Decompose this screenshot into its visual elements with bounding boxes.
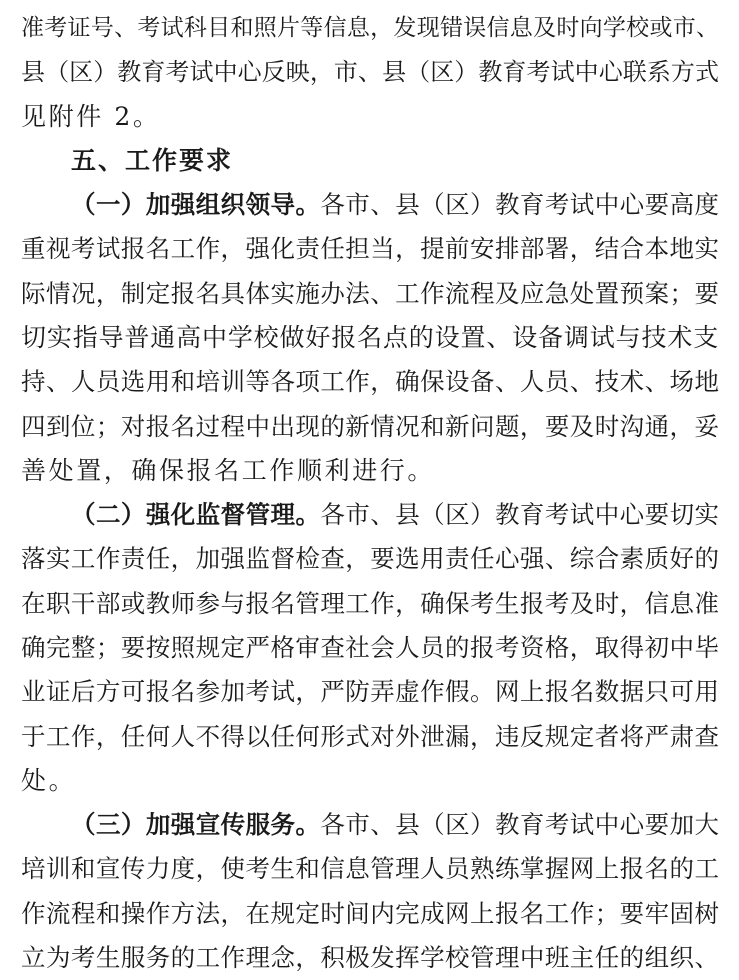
text-line-7 (21, 272, 719, 316)
line-text: 在职干部或教师参与报名管理工作，确保考生报考及时，信息准 (21, 589, 719, 618)
paragraph-1-lead: （一）加强组织领导。 (71, 190, 321, 219)
text-line-8 (21, 316, 719, 360)
line-text: 于工作，任何人不得以任何形式对外泄漏，违反规定者将严肃查 (21, 722, 719, 751)
text-line-1 (21, 6, 719, 50)
line-text: 见附件 2。 (21, 102, 161, 131)
section-heading-text: 五、工作要求 (71, 146, 234, 175)
text-line-21 (21, 892, 719, 936)
line-text: 善处置，确保报名工作顺利进行。 (21, 456, 436, 485)
line-text: 各市、县（区）教育考试中心要加大 (320, 810, 720, 839)
text-line-18 (21, 759, 719, 803)
line-text: 各市、县（区）教育考试中心要切实 (320, 500, 720, 529)
text-line-9 (21, 360, 719, 404)
text-line-22 (21, 936, 719, 980)
paragraph-3-lead-line (71, 803, 719, 847)
text-line-3 (21, 95, 719, 139)
line-text: 切实指导普通高中学校做好报名点的设置、设备调试与技术支 (21, 323, 719, 352)
line-text: 业证后方可报名参加考试，严防弄虚作假。网上报名数据只可用 (21, 677, 719, 706)
paragraph-1-lead-line (71, 183, 719, 227)
line-text: 培训和宣传力度，使考生和信息管理人员熟练掌握网上报名的工 (21, 854, 719, 883)
paragraph-2-lead: （二）强化监督管理。 (71, 500, 321, 529)
text-line-11 (21, 449, 719, 493)
line-text: 持、人员选用和培训等各项工作，确保设备、人员、技术、场地 (21, 367, 719, 396)
line-text: 重视考试报名工作，强化责任担当，提前安排部署，结合本地实 (21, 234, 719, 263)
text-line-13 (21, 537, 719, 581)
line-text: 处。 (21, 766, 77, 795)
text-line-16 (21, 670, 719, 714)
line-text: 作流程和操作方法，在规定时间内完成网上报名工作；要牢固树 (21, 899, 719, 928)
line-text: 确完整；要按照规定严格审查社会人员的报考资格，取得初中毕 (21, 633, 719, 662)
text-line-20 (21, 847, 719, 891)
line-text: 准考证号、考试科目和照片等信息，发现错误信息及时向学校或市、 (21, 15, 719, 41)
text-line-17 (21, 715, 719, 759)
text-line-15 (21, 626, 719, 670)
line-text: 四到位；对报名过程中出现的新情况和新问题，要及时沟通，妥 (21, 412, 719, 441)
line-text: 县（区）教育考试中心反映，市、县（区）教育考试中心联系方式 (21, 58, 719, 86)
line-text: 立为考生服务的工作理念，积极发挥学校管理中班主任的组织、 (21, 943, 719, 972)
line-text: 各市、县（区）教育考试中心要高度 (320, 190, 720, 219)
text-line-10 (21, 405, 719, 449)
text-line-6 (21, 227, 719, 271)
text-line-14 (21, 582, 719, 626)
paragraph-2-lead-line (71, 493, 719, 537)
paragraph-3-lead: （三）加强宣传服务。 (71, 810, 321, 839)
text-line-2 (21, 50, 719, 94)
line-text: 际情况，制定报名具体实施办法、工作流程及应急处置预案；要 (21, 279, 719, 308)
line-text: 落实工作责任，加强监督检查，要选用责任心强、综合素质好的 (21, 544, 719, 573)
section-heading (71, 139, 719, 183)
